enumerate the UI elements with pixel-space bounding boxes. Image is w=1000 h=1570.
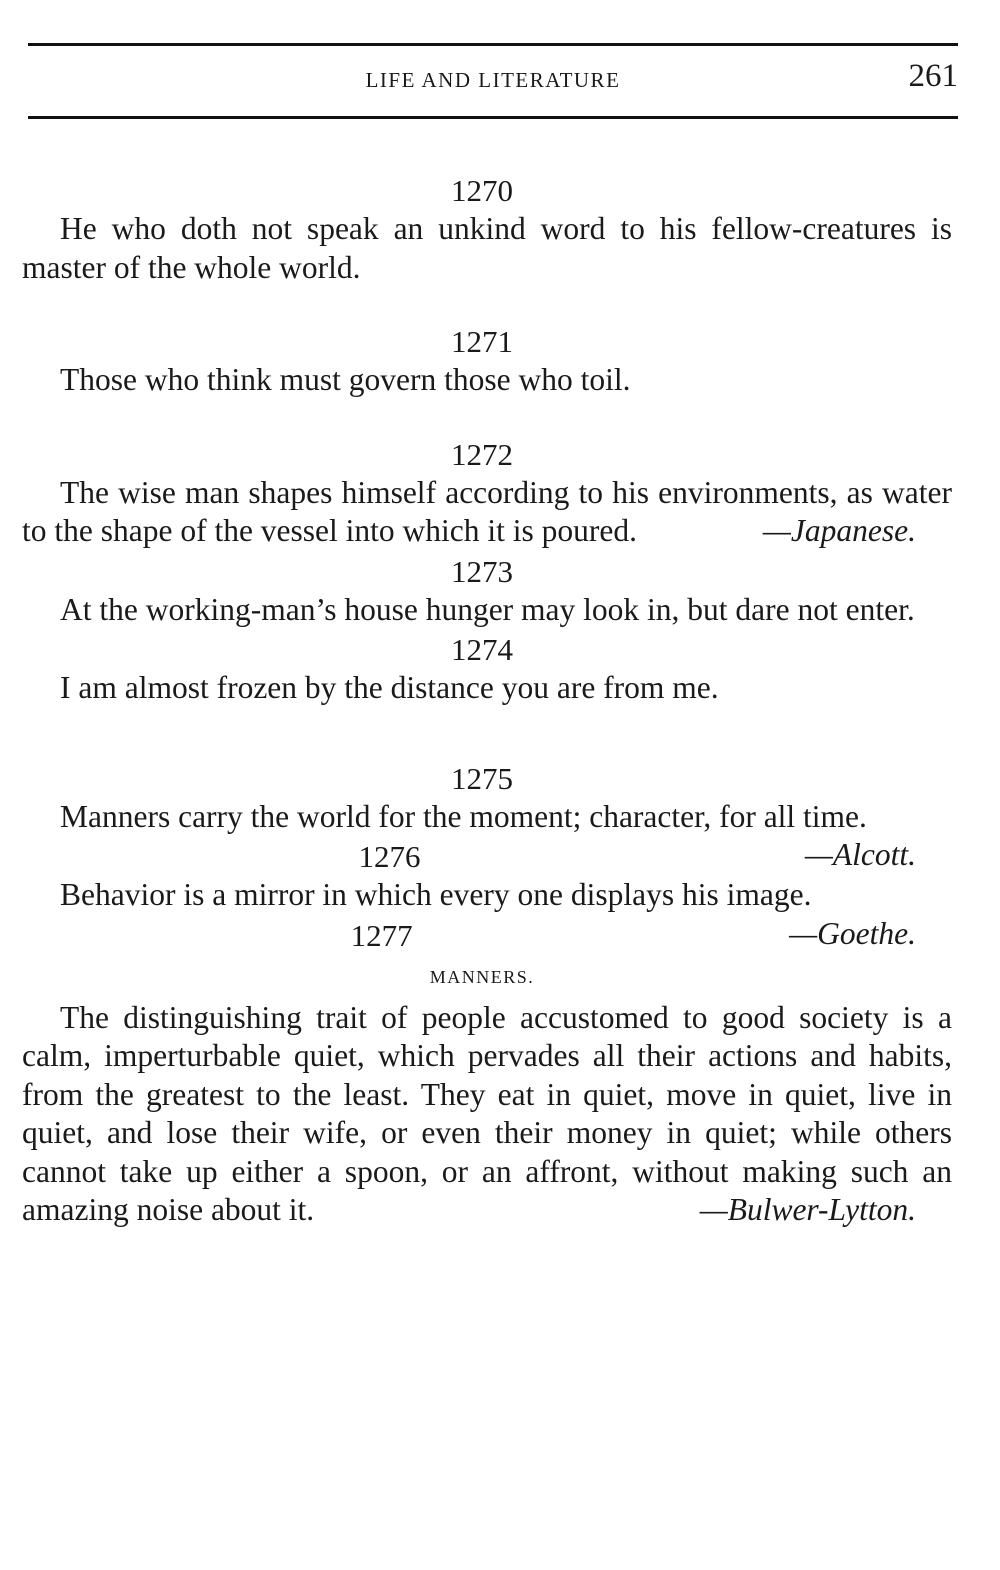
entry-text: He who doth not speak an unkind word to his fellow-creatures is master of the whole world. bbox=[22, 211, 952, 285]
entry-text: The distinguishing trait of people accustomed to good society is a calm, imperturbable quiet, which pervades all their actions and habits, from the greatest to the least. They eat in quiet, move in quiet, live in quiet, and lose their wife, or even their money in quiet; while others cannot take up either a spoon, or an affront, without making such an amazing noise about it. —Bulwer-Lytton. bbox=[22, 999, 952, 1230]
header-bottom-rule bbox=[28, 116, 958, 119]
entry-text: The wise man shapes himself according to his environments, as water to the shape of the vessel into which it is poured. —Japanese. bbox=[22, 474, 952, 551]
page-number: 261 bbox=[908, 58, 958, 94]
entry-number: 1271 bbox=[451, 324, 513, 359]
running-head bbox=[28, 58, 958, 100]
entry-1271 bbox=[22, 323, 952, 400]
attribution: —Alcott. bbox=[804, 837, 916, 872]
entry-text: Behavior is a mirror in which every one displays his image. —Goethe. bbox=[22, 876, 952, 915]
entry-1277 bbox=[22, 917, 952, 1230]
attribution: —Bulwer-Lytton. bbox=[699, 1192, 916, 1227]
entry-number: 1277 bbox=[350, 917, 413, 953]
header-top-rule bbox=[28, 43, 958, 46]
attribution: —Goethe. bbox=[789, 915, 916, 951]
entry-number: 1275 bbox=[451, 760, 513, 796]
page-content bbox=[22, 120, 952, 1230]
entry-1270 bbox=[22, 172, 952, 287]
entry-1274 bbox=[22, 631, 952, 708]
entry-1272 bbox=[22, 436, 952, 551]
entry-number: 1276 bbox=[358, 839, 421, 874]
entry-text: Manners carry the world for the moment; character, for all time. —Alcott. bbox=[22, 798, 952, 837]
entry-heading: MANNERS. bbox=[429, 966, 535, 987]
entry-text: At the working-man’s house hunger may look in, but dare not enter. bbox=[60, 591, 915, 627]
entry-text: I am almost frozen by the distance you are from me. bbox=[60, 670, 719, 705]
entry-number: 1273 bbox=[451, 553, 513, 589]
running-title: LIFE AND LITERATURE bbox=[365, 68, 621, 92]
entry-number: 1270 bbox=[451, 173, 513, 208]
entry-1273 bbox=[22, 553, 952, 630]
entry-text: Those who think must govern those who toil. bbox=[60, 362, 631, 397]
attribution: —Japanese. bbox=[762, 513, 916, 548]
entry-number: 1274 bbox=[451, 632, 513, 667]
entry-number: 1272 bbox=[451, 436, 513, 472]
